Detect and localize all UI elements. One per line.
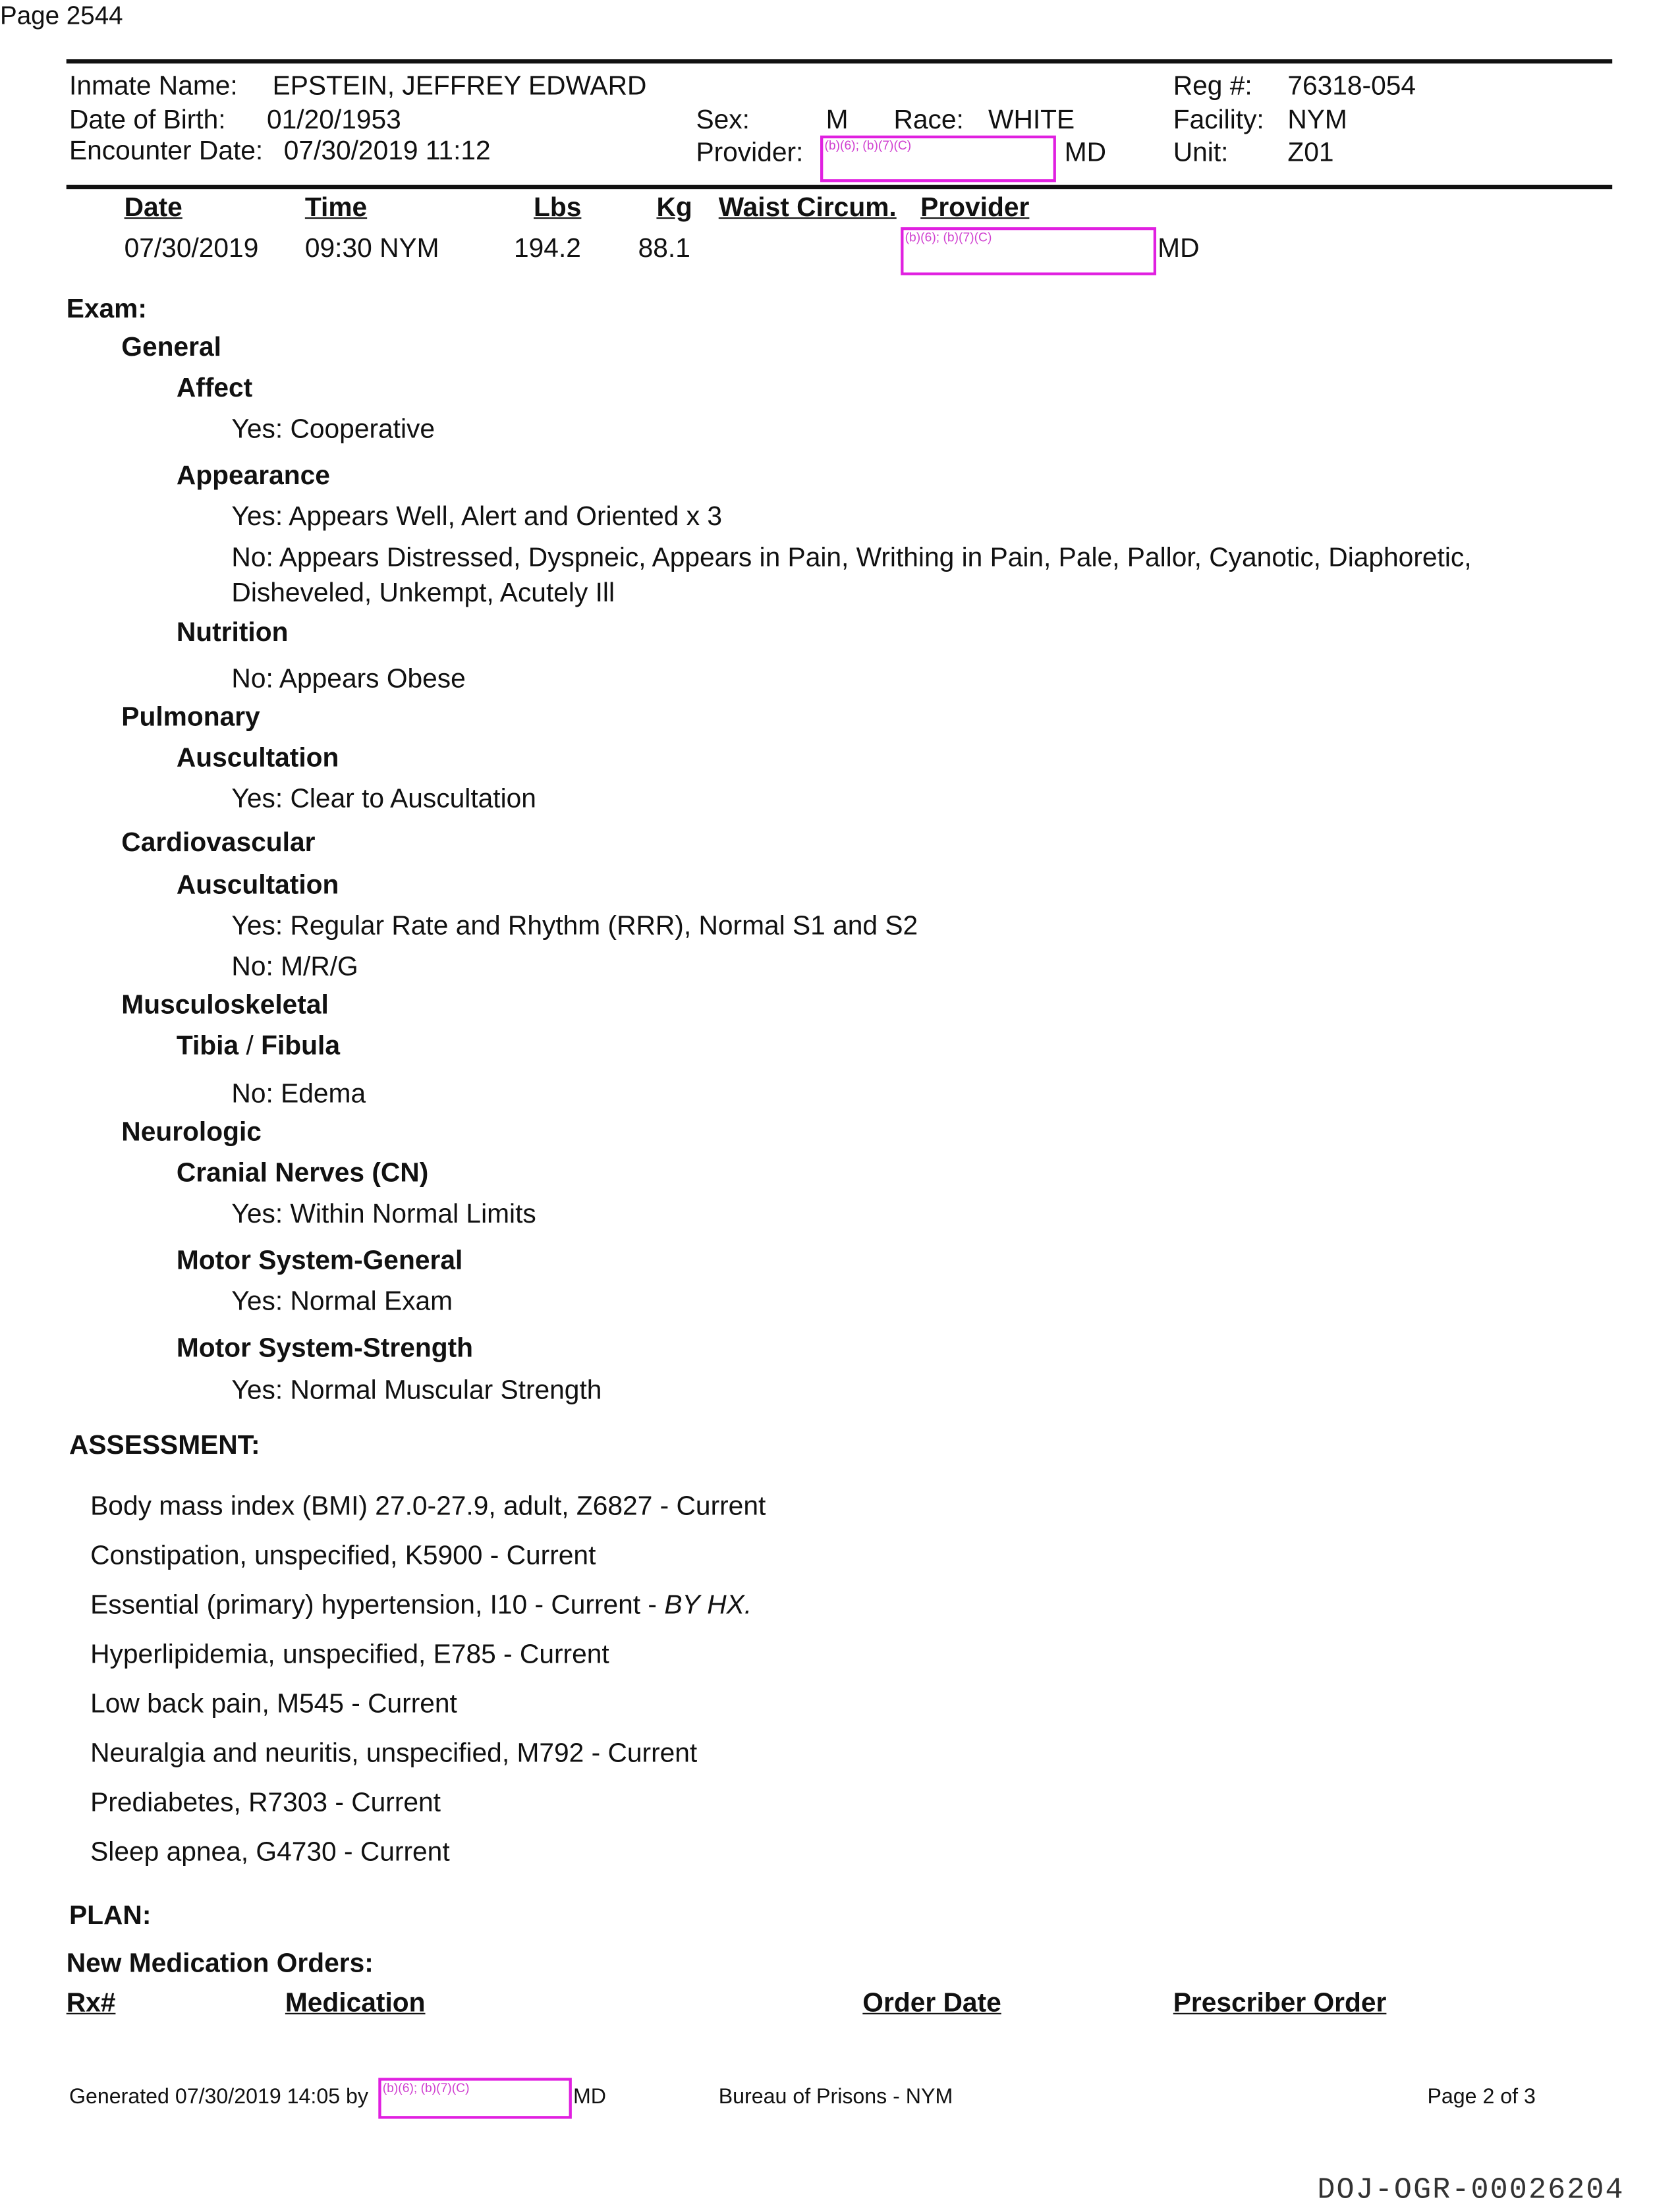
divider [67, 59, 1612, 63]
facility-label: Facility: [1173, 105, 1264, 136]
exam-section: Cardiovascular [121, 828, 316, 858]
col-time: Time [304, 193, 368, 223]
race: WHITE [988, 105, 1075, 136]
provider-label: Provider: [696, 138, 804, 169]
assessment-item [90, 1591, 752, 1622]
bates-number: DOJ-OGR-00026204 [1317, 2175, 1625, 2208]
exam-section: General [121, 333, 221, 363]
assessment-item: Neuralgia and neuritis, unspecified, M792 - Current [90, 1739, 698, 1769]
exam-finding: Yes: Within Normal Limits [231, 1200, 536, 1230]
encounter-label: Encounter Date: [69, 136, 264, 167]
exam-finding: Yes: Cooperative [231, 415, 435, 445]
exam-subsection: Affect [176, 373, 253, 404]
redaction-box [820, 136, 1056, 182]
divider [67, 185, 1612, 189]
unit: Z01 [1287, 138, 1334, 169]
vital-lbs: 194.2 [514, 234, 581, 264]
exam-subsection: Auscultation [176, 871, 339, 901]
col-kg: Kg [656, 193, 692, 223]
encounter-date: 07/30/2019 11:12 [283, 136, 491, 167]
exam-finding: No: Appears Distressed, Dyspneic, Appears in Pain, Writhing in Pain, Pale, Pallor, Cyanotic, Diaphoretic, [231, 543, 1472, 574]
col-prescriber-order: Prescriber Order [1173, 1989, 1387, 2019]
facility: NYM [1287, 105, 1347, 136]
redaction-box [378, 2078, 572, 2118]
exam-finding: Disheveled, Unkempt, Acutely Ill [231, 578, 615, 609]
dob-label: Date of Birth: [69, 105, 226, 136]
exam-subsection: Motor System-General [176, 1246, 463, 1277]
plan-title: PLAN: [69, 1901, 152, 1931]
footer-suffix: MD [573, 2085, 607, 2109]
race-label: Race: [893, 105, 964, 136]
col-order-date: Order Date [862, 1989, 1001, 2019]
col-waist: Waist Circum. [718, 193, 897, 223]
inmate-name: EPSTEIN, JEFFREY EDWARD [272, 72, 647, 102]
assessment-item: Body mass index (BMI) 27.0-27.9, adult, Z6827 - Current [90, 1492, 766, 1522]
tibia: Tibia [176, 1032, 239, 1062]
col-rx: Rx# [66, 1989, 116, 2019]
sex-label: Sex: [696, 105, 750, 136]
exam-subsection [177, 1032, 340, 1063]
dob: 01/20/1953 [267, 105, 401, 136]
unit-label: Unit: [1173, 138, 1229, 169]
exam-finding: No: Edema [231, 1080, 366, 1110]
vital-date: 07/30/2019 [124, 234, 259, 264]
redaction-box [901, 227, 1156, 275]
inmate-name-label: Inmate Name: [69, 72, 238, 102]
exam-finding: Yes: Appears Well, Alert and Oriented x 3 [231, 502, 723, 532]
col-lbs: Lbs [534, 193, 582, 223]
reg-label: Reg #: [1173, 72, 1252, 102]
assessment-note: BY HX. [664, 1591, 752, 1621]
redaction-code: (b)(6); (b)(7)(C) [905, 230, 992, 244]
vital-provider-suffix: MD [1158, 234, 1200, 264]
vital-kg: 88.1 [638, 234, 690, 264]
slash: / [238, 1032, 262, 1062]
assessment-item: Low back pain, M545 - Current [90, 1690, 457, 1720]
footer-org: Bureau of Prisons - NYM [718, 2085, 953, 2109]
vital-time: 09:30 NYM [304, 234, 439, 264]
exam-finding: No: M/R/G [231, 953, 358, 983]
assessment-text: Essential (primary) hypertension, I10 - Current - [90, 1591, 665, 1621]
assessment-item: Sleep apnea, G4730 - Current [90, 1838, 450, 1868]
assessment-item: Hyperlipidemia, unspecified, E785 - Current [90, 1640, 609, 1671]
exam-finding: No: Appears Obese [231, 665, 466, 695]
exam-subsection: Appearance [176, 461, 330, 491]
exam-subsection: Nutrition [176, 618, 289, 648]
assessment-item: Constipation, unspecified, K5900 - Current [90, 1541, 596, 1572]
footer-generated: Generated 07/30/2019 14:05 by [69, 2085, 368, 2109]
col-provider: Provider [920, 193, 1030, 223]
col-date: Date [124, 193, 182, 223]
exam-finding: Yes: Normal Muscular Strength [231, 1376, 602, 1406]
provider-suffix: MD [1064, 138, 1107, 169]
col-medication: Medication [285, 1989, 426, 2019]
assessment-item: Prediabetes, R7303 - Current [90, 1788, 441, 1819]
exam-section: Musculoskeletal [121, 991, 329, 1021]
exam-subsection: Motor System-Strength [176, 1334, 474, 1364]
exam-section: Pulmonary [121, 703, 260, 733]
redaction-code: (b)(6); (b)(7)(C) [824, 138, 912, 153]
exam-subsection: Cranial Nerves (CN) [176, 1159, 429, 1189]
exam-subsection: Auscultation [176, 744, 339, 774]
fibula: Fibula [261, 1032, 341, 1062]
sex: M [826, 105, 849, 136]
new-med-title: New Medication Orders: [66, 1949, 374, 1979]
redaction-code: (b)(6); (b)(7)(C) [382, 2080, 470, 2095]
reg-number: 76318-054 [1287, 72, 1416, 102]
footer-page: Page 2 of 3 [1427, 2085, 1536, 2109]
exam-section: Neurologic [121, 1118, 262, 1148]
exam-finding: Yes: Normal Exam [231, 1287, 453, 1317]
exam-title: Exam: [66, 294, 147, 325]
exam-finding: Yes: Regular Rate and Rhythm (RRR), Normal S1 and S2 [231, 912, 918, 942]
exam-finding: Yes: Clear to Auscultation [231, 785, 536, 815]
assessment-title: ASSESSMENT: [69, 1431, 260, 1461]
page-label: Page 2544 [0, 1, 123, 30]
